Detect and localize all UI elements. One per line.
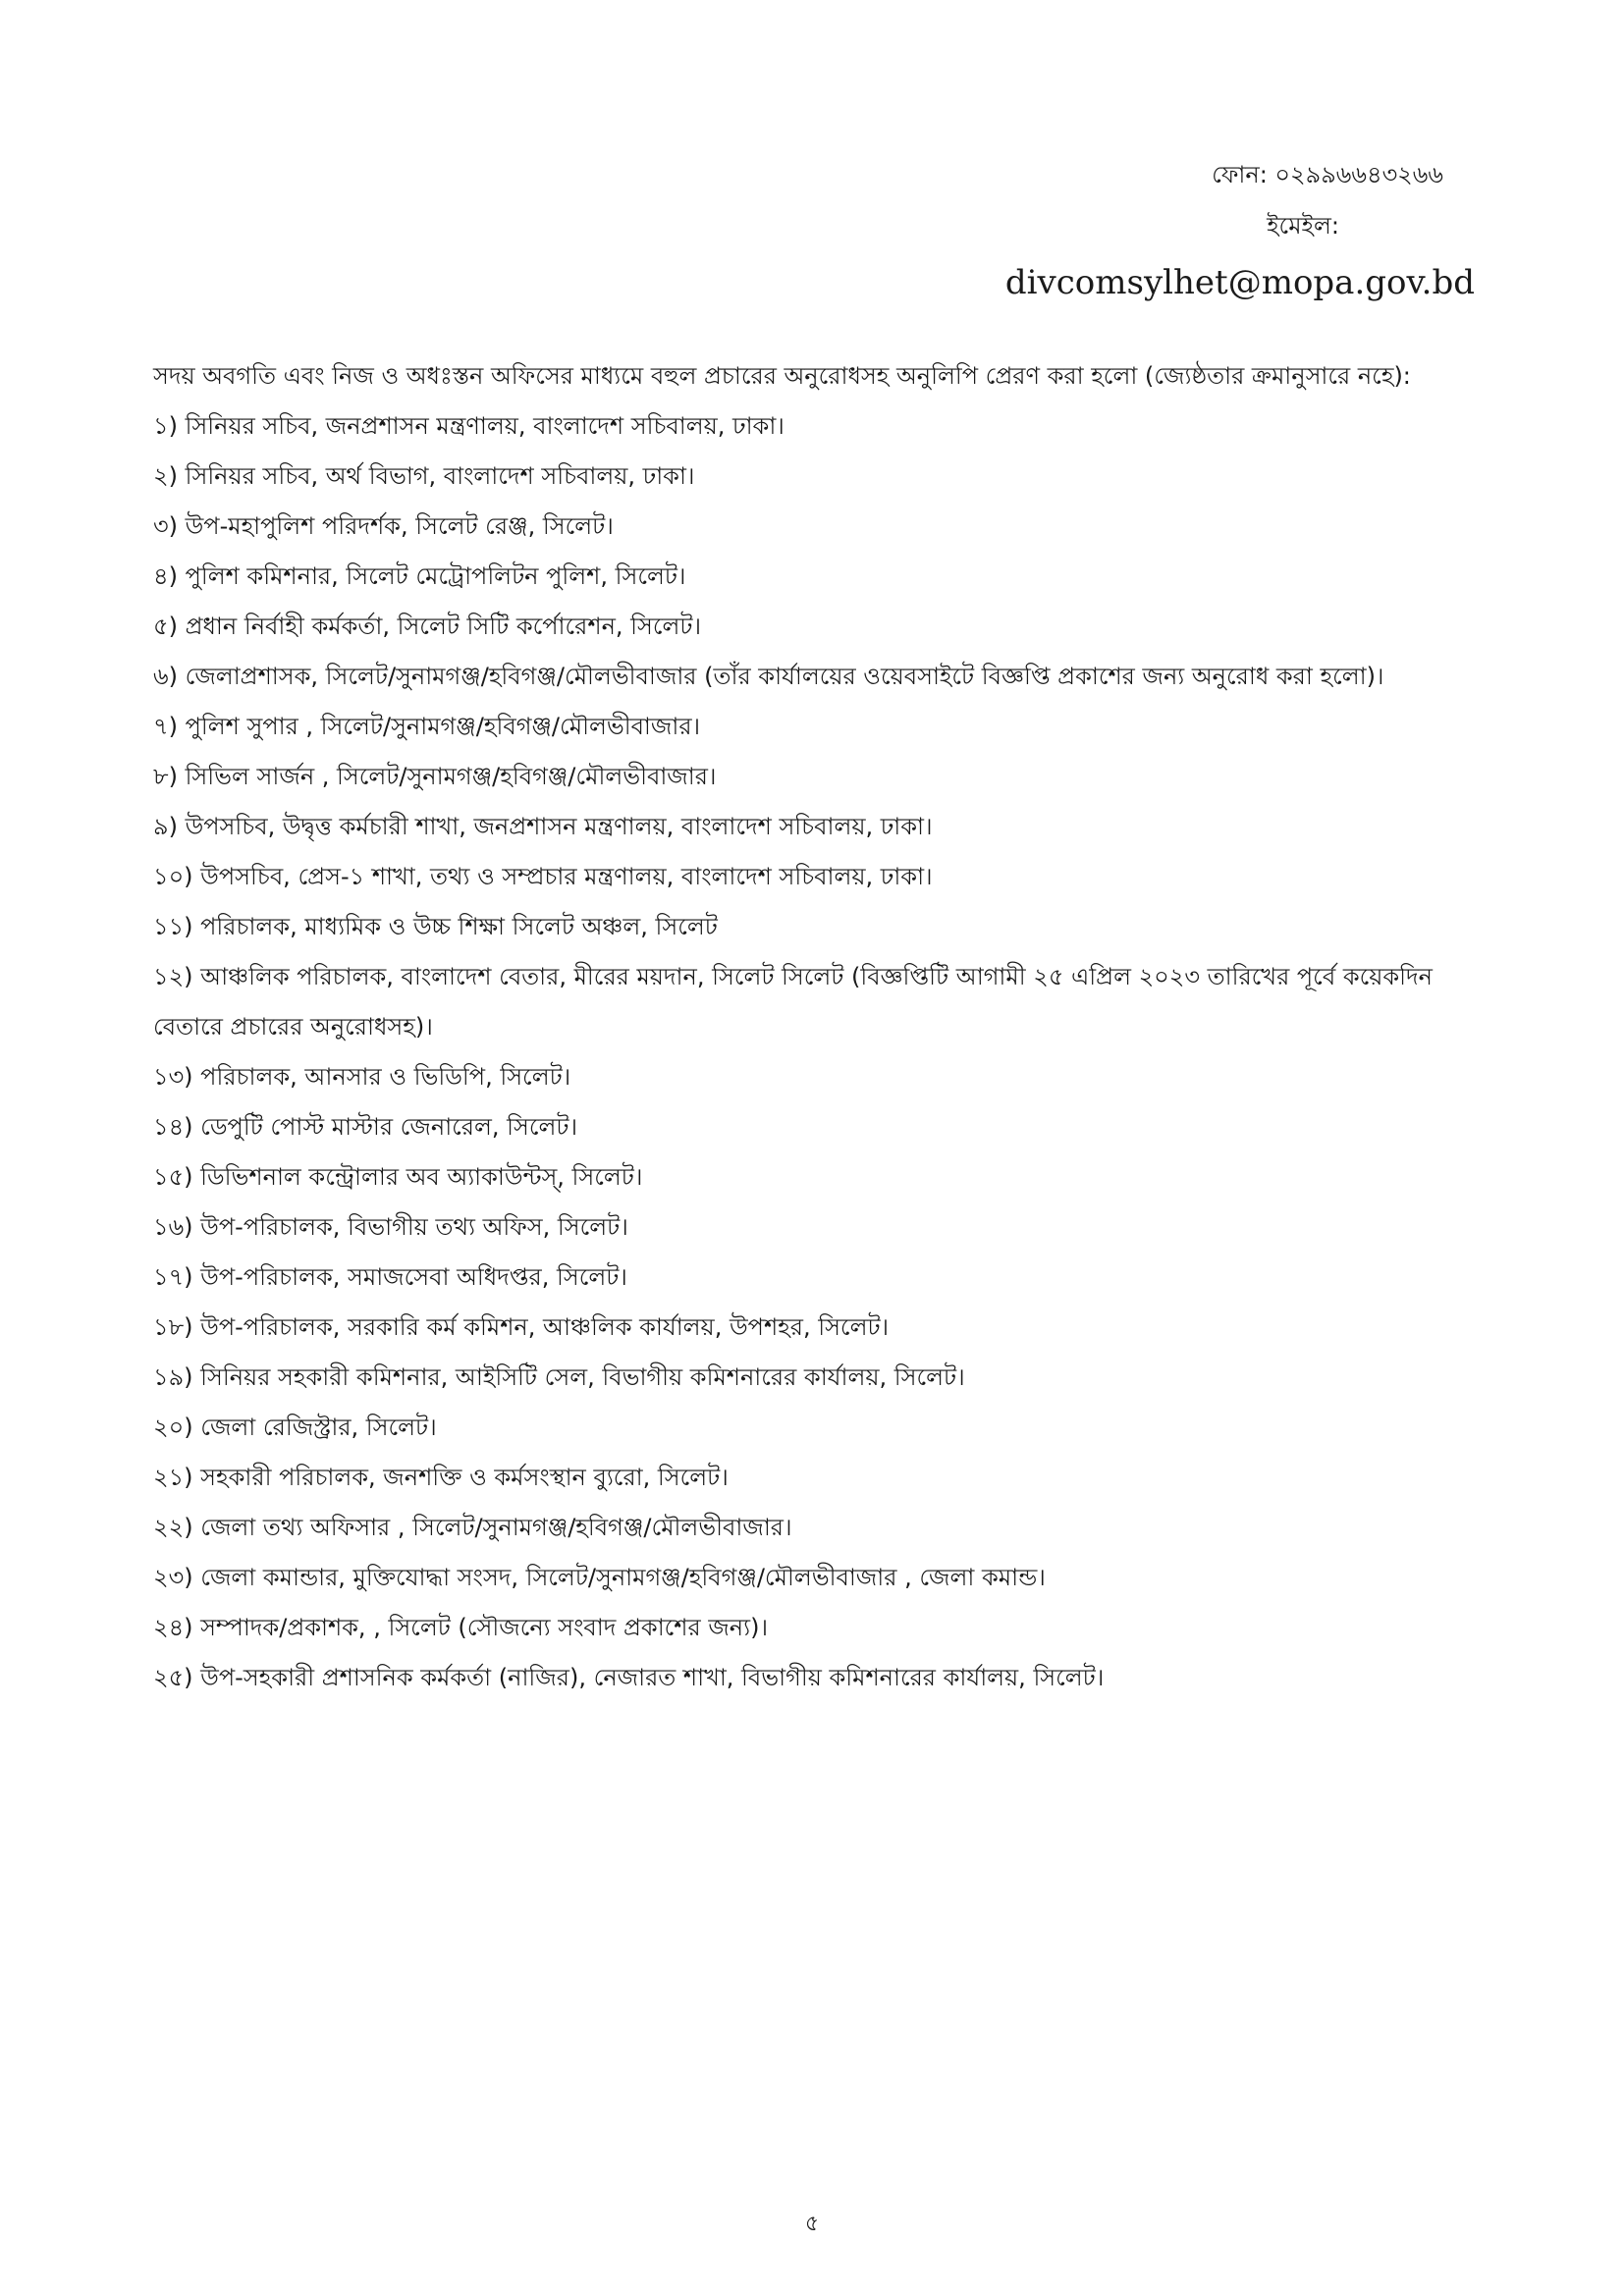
list-item: ৭) পুলিশ সুপার , সিলেট/সুনামগঞ্জ/হবিগঞ্জ/মৌলভীবাজার। xyxy=(153,713,701,740)
list-item: ২৫) উপ-সহকারী প্রশাসনিক কর্মকর্তা (নাজির), নেজারত শাখা, বিভাগীয় কমিশনারের কার্যালয়, সিলেট। xyxy=(153,1664,1105,1691)
list-item: ২৩) জেলা কমান্ডার, মুক্তিযোদ্ধা সংসদ, সিলেট/সুনামগঞ্জ/হবিগঞ্জ/মৌলভীবাজার , জেলা কমান্ড। xyxy=(153,1564,1046,1591)
list-item: ১) সিনিয়র সচিব, জনপ্রশাসন মন্ত্রণালয়, বাংলাদেশ সচিবালয়, ঢাকা। xyxy=(153,412,785,440)
email-label: ইমেইল: xyxy=(1267,212,1339,240)
list-item: ৪) পুলিশ কমিশনার, সিলেট মেট্রোপলিটন পুলিশ, সিলেট। xyxy=(153,562,686,590)
distribution-intro: সদয় অবগতি এবং নিজ ও অধঃস্তন অফিসের মাধ্যমে বহুল প্রচারের অনুরোধসহ অনুলিপি প্রেরণ করা হলো (জ্যেষ্ঠতার ক্রমানুসারে নহে): xyxy=(153,362,1411,390)
list-item: ২) সিনিয়র সচিব, অর্থ বিভাগ, বাংলাদেশ সচিবালয়, ঢাকা। xyxy=(153,462,695,490)
phone-number: ফোন: ০২৯৯৬৬৪৩২৬৬ xyxy=(1212,161,1443,188)
list-item: ২১) সহকারী পরিচালক, জনশক্তি ও কর্মসংস্থান ব্যুরো, সিলেট। xyxy=(153,1464,729,1491)
list-item: ১২) আঞ্চলিক পরিচালক, বাংলাদেশ বেতার, মীরের ময়দান, সিলেট সিলেট (বিজ্ঞপ্তিটি আগামী ২৫ এপ্রিল ২০২৩ তারিখের পূর্বে কয়েকদিন বেতারে প্রচারের অনুরোধসহ)। xyxy=(153,963,1433,1041)
list-item: ২৪) সম্পাদক/প্রকাশক, , সিলেট (সৌজন্যে সংবাদ প্রকাশের জন্য)। xyxy=(153,1614,769,1641)
list-item: ১৯) সিনিয়র সহকারী কমিশনার, আইসিটি সেল, বিভাগীয় কমিশনারের কার্যালয়, সিলেট। xyxy=(153,1363,965,1391)
list-item: ১৭) উপ-পরিচালক, সমাজসেবা অধিদপ্তর, সিলেট। xyxy=(153,1263,627,1291)
list-item: ১১) পরিচালক, মাধ্যমিক ও উচ্চ শিক্ষা সিলেট অঞ্চল, সিলেট xyxy=(153,913,718,940)
list-item: ২২) জেলা তথ্য অফিসার , সিলেট/সুনামগঞ্জ/হবিগঞ্জ/মৌলভীবাজার। xyxy=(153,1514,792,1541)
list-item: ৯) উপসচিব, উদ্বৃত্ত কর্মচারী শাখা, জনপ্রশাসন মন্ত্রণালয়, বাংলাদেশ সচিবালয়, ঢাকা। xyxy=(153,813,933,840)
list-item: ১৫) ডিভিশনাল কন্ট্রোলার অব অ্যাকাউন্টস্, সিলেট। xyxy=(153,1163,643,1191)
list-item: ২০) জেলা রেজিস্ট্রার, সিলেট। xyxy=(153,1414,437,1441)
list-item: ৫) প্রধান নির্বাহী কর্মকর্তা, সিলেট সিটি কর্পোরেশন, সিলেট। xyxy=(153,613,702,640)
list-item: ১৬) উপ-পরিচালক, বিভাগীয় তথ্য অফিস, সিলেট। xyxy=(153,1213,628,1241)
list-item: ১৩) পরিচালক, আনসার ও ভিডিপি, সিলেট। xyxy=(153,1063,571,1091)
list-item: ৮) সিভিল সার্জন , সিলেট/সুনামগঞ্জ/হবিগঞ্জ/মৌলভীবাজার। xyxy=(153,763,717,790)
list-item: ১৪) ডেপুটি পোস্ট মাস্টার জেনারেল, সিলেট। xyxy=(153,1113,578,1141)
page-number: ৫ xyxy=(804,2212,820,2236)
email-address: divcomsylhet@mopa.gov.bd xyxy=(1004,263,1475,302)
distribution-section xyxy=(153,351,1465,1703)
list-item: ৩) উপ-মহাপুলিশ পরিদর্শক, সিলেট রেঞ্জ, সিলেট। xyxy=(153,512,614,540)
list-item: ৬) জেলাপ্রশাসক, সিলেট/সুনামগঞ্জ/হবিগঞ্জ/মৌলভীবাজার (তাঁর কার্যালয়ের ওয়েবসাইটে বিজ্ঞপ্তি প্রকাশের জন্য অনুরোধ করা হলো)। xyxy=(153,663,1384,690)
list-item: ১৮) উপ-পরিচালক, সরকারি কর্ম কমিশন, আঞ্চলিক কার্যালয়, উপশহর, সিলেট। xyxy=(153,1313,890,1341)
distribution-list xyxy=(153,401,1465,1703)
contact-block xyxy=(787,149,1475,310)
list-item: ১০) উপসচিব, প্রেস-১ শাখা, তথ্য ও সম্প্রচার মন্ত্রণালয়, বাংলাদেশ সচিবালয়, ঢাকা। xyxy=(153,863,933,890)
